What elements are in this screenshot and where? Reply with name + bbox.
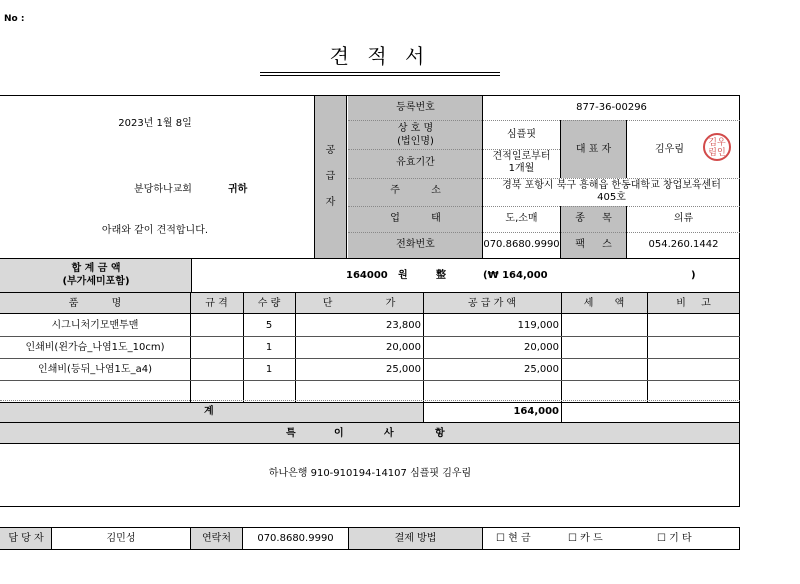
total-won: 원 (398, 270, 408, 281)
ceo-label: 대 표 자 (575, 144, 612, 155)
validity-value-2: 1개월 (508, 163, 535, 174)
total-label-2: (부가세미포함) (62, 276, 130, 287)
col-header-supply: 공 급 가 액 (467, 298, 517, 309)
address-value-1: 경북 포항시 북구 흥해읍 한동대학교 창업보육센터 (502, 180, 721, 191)
total-jeong: 整 (436, 270, 446, 281)
remarks-label-2: 이 (334, 428, 344, 439)
page-title: 견 적 서 (329, 44, 431, 68)
remarks-label-4: 항 (435, 428, 445, 439)
remarks-label-1: 특 (286, 428, 296, 439)
company-label-2: (법인명) (397, 136, 434, 147)
item-unit-price: 23,800 (386, 320, 421, 331)
total-value-cell (192, 259, 740, 293)
phone-label: 전화번호 (396, 239, 435, 250)
item-supply: 119,000 (517, 320, 559, 331)
item-value: 의류 (673, 213, 694, 224)
supplier-label-2: 급 (325, 171, 336, 182)
validity-value-1: 견적일로부터 (492, 151, 551, 162)
remarks-text: 하나은행 910-910194-14107 심플핏 김우림 (268, 468, 472, 479)
manager-value: 김민성 (106, 533, 136, 544)
recipient-name: 분당하나교회 (134, 184, 192, 195)
reg-no-label: 등록번호 (396, 102, 435, 113)
title-underline (260, 72, 500, 73)
item-supply: 20,000 (524, 342, 559, 353)
address-value-2: 405호 (597, 192, 626, 203)
supplier-label-3: 자 (325, 197, 336, 208)
item-qty: 1 (265, 342, 273, 353)
col-header-spec: 규 격 (205, 298, 228, 309)
item-supply: 25,000 (524, 364, 559, 375)
fax-label: 팩 스 (575, 239, 612, 250)
contact-value: 070.8680.9990 (257, 533, 334, 544)
item-unit-price: 20,000 (386, 342, 421, 353)
company-value: 심플핏 (507, 129, 536, 140)
total-close: ) (691, 270, 696, 281)
col-header-tax: 세 액 (583, 298, 625, 309)
payment-label: 결제 방법 (394, 533, 437, 544)
sum-label: 계 (204, 406, 214, 417)
quote-date: 2023년 1월 8일 (118, 118, 192, 129)
quote-message: 아래와 같이 견적합니다. (101, 225, 209, 236)
total-label-1: 합 계 금 액 (71, 263, 121, 274)
business-label: 업 태 (390, 213, 441, 224)
col-header-note: 비 고 (676, 298, 711, 309)
remarks-label-3: 사 (384, 428, 394, 439)
phone-value: 070.8680.9990 (483, 239, 560, 250)
col-header-unit: 단 가 (322, 298, 396, 309)
item-name: 시그니처기모맨투맨 (51, 320, 139, 331)
col-header-qty: 수 량 (257, 298, 281, 309)
recipient-honorific: 귀하 (228, 184, 248, 195)
payment-cash-option[interactable]: ☐ 현 금 (496, 533, 531, 544)
item-name: 인쇄비(등뒤_나염1도_a4) (38, 364, 152, 375)
item-label: 종 목 (575, 213, 612, 224)
business-value: 도,소매 (505, 213, 538, 224)
col-header-name: 품 명 (68, 298, 122, 309)
no-label: No : (4, 14, 25, 24)
contact-label: 연락처 (202, 533, 231, 544)
fax-value: 054.260.1442 (648, 239, 719, 250)
total-paren: (₩ 164,000 (483, 270, 548, 281)
reg-no-value: 877-36-00296 (576, 102, 647, 113)
title-underline-2 (260, 75, 500, 76)
company-label-1: 상 호 명 (397, 123, 434, 134)
total-amount: 164000 (346, 270, 388, 281)
address-label: 주 소 (390, 185, 441, 196)
item-unit-price: 25,000 (386, 364, 421, 375)
sum-supply: 164,000 (513, 406, 559, 417)
manager-label: 담 당 자 (8, 533, 44, 544)
payment-other-option[interactable]: ☐ 기 타 (657, 533, 692, 544)
payment-card-option[interactable]: ☐ 카 드 (568, 533, 603, 544)
supplier-label-1: 공 (325, 145, 336, 156)
ceo-value: 김우림 (655, 144, 684, 155)
item-name: 인쇄비(왼가슴_나염1도_10cm) (25, 342, 165, 353)
company-seal: 김우 림인 (703, 133, 731, 161)
validity-label: 유효기간 (396, 157, 435, 168)
item-qty: 1 (265, 364, 273, 375)
remarks-header (0, 423, 740, 444)
item-qty: 5 (265, 320, 273, 331)
